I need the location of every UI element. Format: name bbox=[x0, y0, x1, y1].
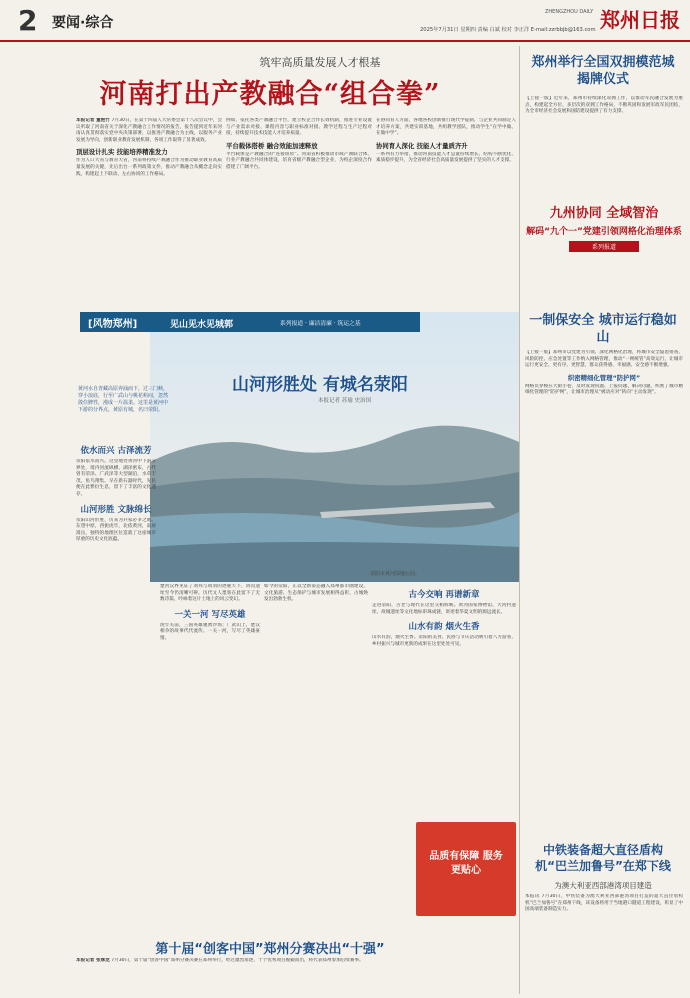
paper-logo: 郑州日报 bbox=[600, 8, 680, 32]
feature-section-1: 依水而兴 古泽流芳 bbox=[80, 446, 152, 456]
right-story-3-subtitle: 为澳大利亚西部港湾项目建造 bbox=[554, 881, 652, 890]
feature-column-2: 楚河汉界见证了刘邦与项羽的逐鹿天下，鸿沟遗址至今仍清晰可辨。历代文人墨客在此留下了无数诗篇，吟咏着这片土地上的风云变幻。 一关一河 写尽英雄 虎牢关前，三国英雄驰骋沙场；广武山上，楚汉相争的故事代代流传。一关一河，写尽了英雄豪情。 bbox=[160, 584, 260, 641]
feature-column-3: 如今的荥阳，正以全新姿态融入郑州都市圈建设，文化旅游、生态保护与城市发展相得益彰，古城焕发出勃勃生机。 bbox=[264, 584, 368, 603]
feature-intro-caption: 黄河水自青藏高原奔涌而下，过三门峡，穿小浪底，行至广武山与桃花峪间，忽然敛住脾性，漫成一片温柔。这里是黄河中下游的分界点，黄原有城，名曰荥阳。 bbox=[78, 386, 169, 413]
series-label: [风物郑州] bbox=[88, 319, 138, 330]
banner-series-tag: 系列报道 bbox=[569, 241, 639, 252]
lead-subhead-2: 平台载体搭桥 融合效能加速释放 bbox=[226, 141, 318, 150]
lead-body-2: 作为人口大省与教育大省，河南将持续产教融合作为推动职业教育高质量发展的关键，先后出台一系列政策文件，推动产教融合从概念走向实践，构建起上下联动、左右协同的工作格局。 bbox=[76, 158, 222, 177]
right-story-2-headline: 一制保安全 城市运行稳如山 bbox=[529, 313, 677, 345]
series-text: 见山见水见城郭 bbox=[170, 320, 234, 330]
river-landscape-photo bbox=[150, 312, 519, 582]
right-subhead-1: 织密精细化管理“防护网” bbox=[567, 373, 641, 382]
section-title: 要闻·综合 bbox=[52, 15, 114, 31]
feature-section-5: 山水有韵 烟火生香 bbox=[408, 622, 480, 633]
lead-column-2: 例如，依托各类产教融合平台，建立校企合作长效机制，推进专业设置与产业需求对接、课程内容与职业标准对接、教学过程与生产过程对接，持续提升技术技能人才培养质量。 平台载体搭桥 融合效能加速释放 平台载体是产教融合的“连接纽带”。河南省积极推动市域产教联合体、行业产教融合共同体建设，培育省级产教融合型企业，为校企深度合作搭建了广阔平台。 bbox=[226, 118, 372, 170]
right-story-1-body: 【上接一版】近年来，郑州市持续深化双拥工作，以推动军民融合发展为重点，构建起全方位、多层次的双拥工作格局，不断巩固和发展军政军民团结，为全市经济社会发展和国防建设提供了有力支撑。 bbox=[525, 96, 683, 115]
paper-english-name: ZHENGZHOU DAILY bbox=[545, 9, 594, 15]
series-name: 系列报道 · 廉洁清廉 · 筑运之基 bbox=[280, 321, 361, 327]
lead-headline: 河南打出产教融合“组合拳” bbox=[99, 79, 441, 110]
feature-section-3: 一关一河 写尽英雄 bbox=[174, 609, 246, 620]
ad-text[interactable]: 品质有保障 服务更贴心 bbox=[429, 851, 503, 876]
series-feature-banner bbox=[523, 202, 685, 262]
lead-column-1 bbox=[76, 118, 222, 308]
lead-subhead-1: 顶层设计扎实 技能培养精准发力 bbox=[76, 148, 168, 157]
feature-headline: 山河形胜处 有城名荥阳 bbox=[232, 375, 408, 395]
banner-subtitle: 解码“九个一”党建引领网格化治理体系 bbox=[526, 227, 682, 237]
bottom-body: 本报记者 张姝龙 7月30日，第十届“创客中国”郑州分赛决赛在郑州举行，经过激烈角逐，十个优秀项目脱颖而出，将代表郑州参加后续赛事。 bbox=[76, 958, 364, 963]
feature-section-4: 古今交响 再谱新章 bbox=[408, 590, 480, 600]
right-story-2-body: 【上接一版】郑州市以党建为引领，深化网格化治理，将城市安全隐患排查、风险防控、应急处置等工作纳入网格管理，推动“一网统管”高效运行，让城市运行更安全、更有序、更智慧，群众获得感、幸福感、安全感不断增强。 织密精细化管理“防护网” 网格员穿梭在大街小巷，及时发现问题、上报问题、解决问题，织密了城市精细化管理的“防护网”，让城市治理从“被动应对”转向“主动发现”。 bbox=[525, 350, 683, 396]
column-divider bbox=[519, 46, 520, 994]
lead-body: 本报记者 董艳竹 7月30日，在第十四届人大常委会第十八次会议中，会议听取了河南省关于深化产教融合工作情况的报告，报告提到近年来河南认真贯彻落实党中央决策部署，以推进产教融合为主线，以服务产业发展为导向，创新职业教育发展机制，各项工作取得了显著成效。 bbox=[76, 118, 222, 143]
date-line: 2025年7月31日 星期四 责编 白斌 校对 李正洋 E-mail:zzrbbjb@163.com bbox=[420, 27, 596, 33]
feature-section-2: 山河形胜 文脉绵长 bbox=[80, 504, 152, 515]
right-story-3-headline: 中铁装备超大直径盾构机“巴兰加鲁号”在郑下线 bbox=[535, 843, 671, 873]
feature-column-1: 依水而兴 古泽流芳 荥阳依水而兴。这里地处黄河中下游分界处，境内河流纵横、湖泽密布，古代曾有荥泽、广武泽等大型湖泊，水草丰茂，鱼鸟翔集。早在新石器时代，先民便在此繁衍生息，留下了丰富的文化遗存。 山河形胜 文脉绵长 荥阳山河形胜，历来为兵家必争之地。东望中原，西扼虎牢，北依黄河，南屏嵩岳，独特的地理区位造就了这座城市厚重的历史文化底蕴。 bbox=[76, 446, 156, 543]
right-story-3-body: 本报讯 7月30日，中铁装备为澳大利亚西部港湾项目打造的超大直径盾构机“巴兰加鲁号”在郑州下线，该设备将用于当地港口隧道工程建设，彰显了中国高端装备制造实力。 bbox=[525, 894, 683, 913]
lead-byline: 本报记者 董艳竹 bbox=[76, 118, 110, 123]
feature-byline: 本报记者 苏瑜 史治国 bbox=[318, 398, 371, 404]
lead-column-3: 在协同育人方面，各地各校创新推行现代学徒制，与企业共同制定人才培养方案，共建实训基地，共组教学团队，推动学生“在学中做、在做中学”。 协同育人深化 技能人才量质齐升 一系列有力举措，推动河南技能人才总量持续增长、结构不断优化、素质稳步提升，为全省经济社会高质量发展提供了坚实的人才支撑。 bbox=[376, 118, 516, 164]
feature-column-4: 古今交响 再谱新章 走进荥阳，古老与现代在这里交相辉映。黄河国家博物馆、大河村遗址、故城遗址等文化地标串珠成链，讲述着华夏文明的源远流长。 山水有韵 烟火生香 山水有韵，烟火生香。荥阳的美食、民俗与节庆活动吸引着八方游客，乡村振兴与城市更新的成果在这里处处可见。 bbox=[372, 590, 516, 647]
page-number: 2 bbox=[18, 4, 38, 37]
banner-title: 九州协同 全域智治 bbox=[549, 206, 659, 221]
lead-kicker: 筑牢高质量发展人才根基 bbox=[259, 56, 381, 69]
lead-subhead-3: 协同育人深化 技能人才量质齐升 bbox=[376, 141, 468, 150]
right-story-1-headline: 郑州举行全国双拥模范城揭牌仪式 bbox=[531, 55, 675, 87]
bottom-headline: 第十届“创客中国”郑州分赛决出“十强” bbox=[155, 942, 385, 957]
series-banner bbox=[80, 312, 420, 332]
page-header bbox=[0, 0, 690, 42]
bottom-byline: 本报记者 张姝龙 bbox=[76, 958, 110, 963]
photo-caption: 荥阳市黄河湿地公园。 bbox=[370, 571, 421, 577]
